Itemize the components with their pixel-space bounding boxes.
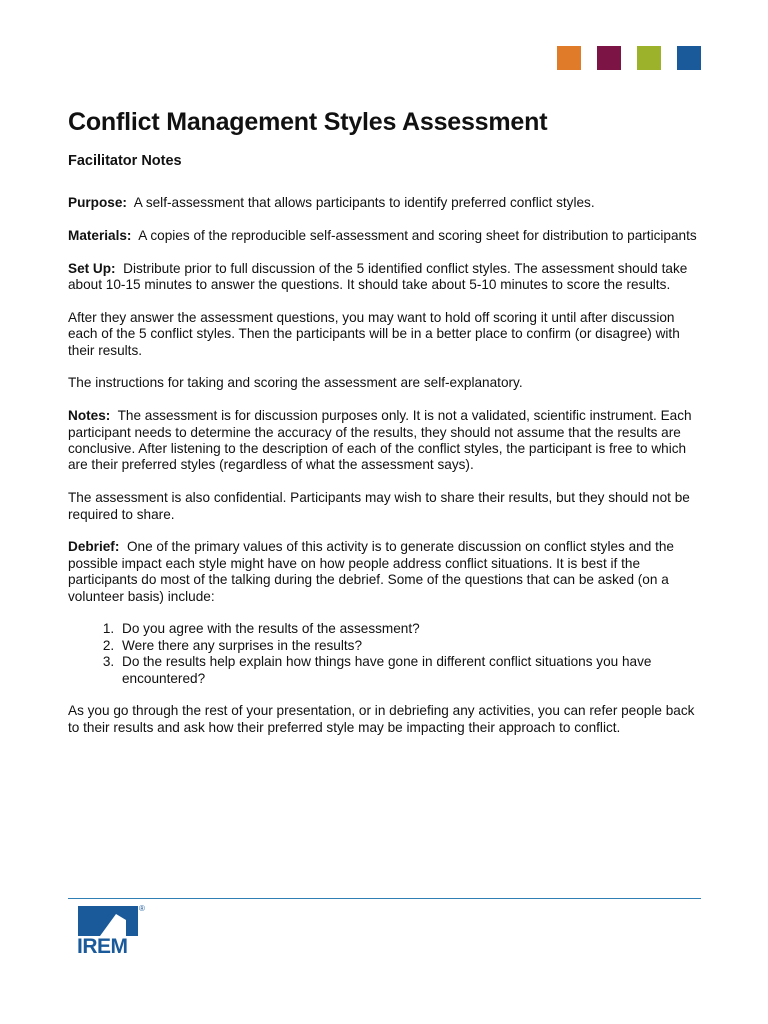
after-answer-paragraph: After they answer the assessment questions, you may want to hold off scoring it until after discussion each of the 5 conflict styles. Then the participants will be in a better place to confirm (or disagree) with their results. bbox=[68, 309, 680, 358]
green-square bbox=[637, 46, 661, 70]
page-title: Conflict Management Styles Assessment bbox=[68, 108, 548, 136]
orange-square bbox=[557, 46, 581, 70]
purpose-label: Purpose: bbox=[68, 195, 127, 210]
document-body bbox=[68, 195, 698, 753]
debrief-text: One of the primary values of this activity is to generate discussion on conflict styles and the possible impact each style might have on how people address conflict situations. It is best if the participants do most of the talking during the debrief. Some of the questions that can be asked (on a volunteer basis) include: bbox=[68, 539, 674, 604]
registered-mark: ® bbox=[139, 904, 145, 913]
notes-text: The assessment is for discussion purposes only. It is not a validated, scientific instrument. Each participant needs to determine the accuracy of the results, they should not assume that the results are conclusive. After listening to the description of each of the conflict styles, the participant is free to which are their preferred styles (regardless of what the assessment says). bbox=[68, 408, 692, 473]
setup-text: Distribute prior to full discussion of the 5 identified conflict styles. The assessment should take about 10-15 minutes to answer the questions. It should take about 5-10 minutes to score the results. bbox=[68, 260, 688, 292]
notes-label: Notes: bbox=[68, 408, 111, 424]
purpose-paragraph bbox=[68, 195, 698, 211]
instructions-paragraph: The instructions for taking and scoring the assessment are self-explanatory. bbox=[68, 375, 523, 391]
notes-paragraph bbox=[68, 408, 698, 474]
decorative-squares bbox=[557, 46, 701, 70]
blue-square bbox=[677, 46, 701, 70]
page-subtitle: Facilitator Notes bbox=[68, 153, 182, 169]
confidential-paragraph: The assessment is also confidential. Participants may wish to share their results, but they should not be required to share. bbox=[68, 490, 690, 522]
setup-paragraph bbox=[68, 261, 698, 294]
debrief-paragraph bbox=[68, 539, 698, 605]
materials-paragraph bbox=[68, 228, 698, 244]
purpose-text: A self-assessment that allows participants to identify preferred conflict styles. bbox=[133, 195, 595, 210]
question-item: 3. Do the results help explain how things have gone in different conflict situations you have encountered? bbox=[118, 654, 698, 687]
question-item: 1. Do you agree with the results of the assessment? bbox=[118, 621, 698, 637]
question-item: 2. Were there any surprises in the results? bbox=[118, 638, 698, 654]
materials-text: A copies of the reproducible self-assessment and scoring sheet for distribution to participants bbox=[138, 227, 697, 243]
footer-divider bbox=[68, 898, 701, 899]
maroon-square bbox=[597, 46, 621, 70]
question-list bbox=[68, 621, 698, 687]
irem-logo-text: IREM bbox=[77, 935, 128, 958]
setup-label: Set Up: bbox=[68, 260, 116, 276]
materials-label: Materials: bbox=[68, 227, 132, 243]
debrief-label: Debrief: bbox=[68, 539, 120, 555]
closing-paragraph: As you go through the rest of your presentation, or in debriefing any activities, you can refer people back to their results and ask how their preferred style may be impacting their approach to conflict. bbox=[68, 703, 695, 735]
